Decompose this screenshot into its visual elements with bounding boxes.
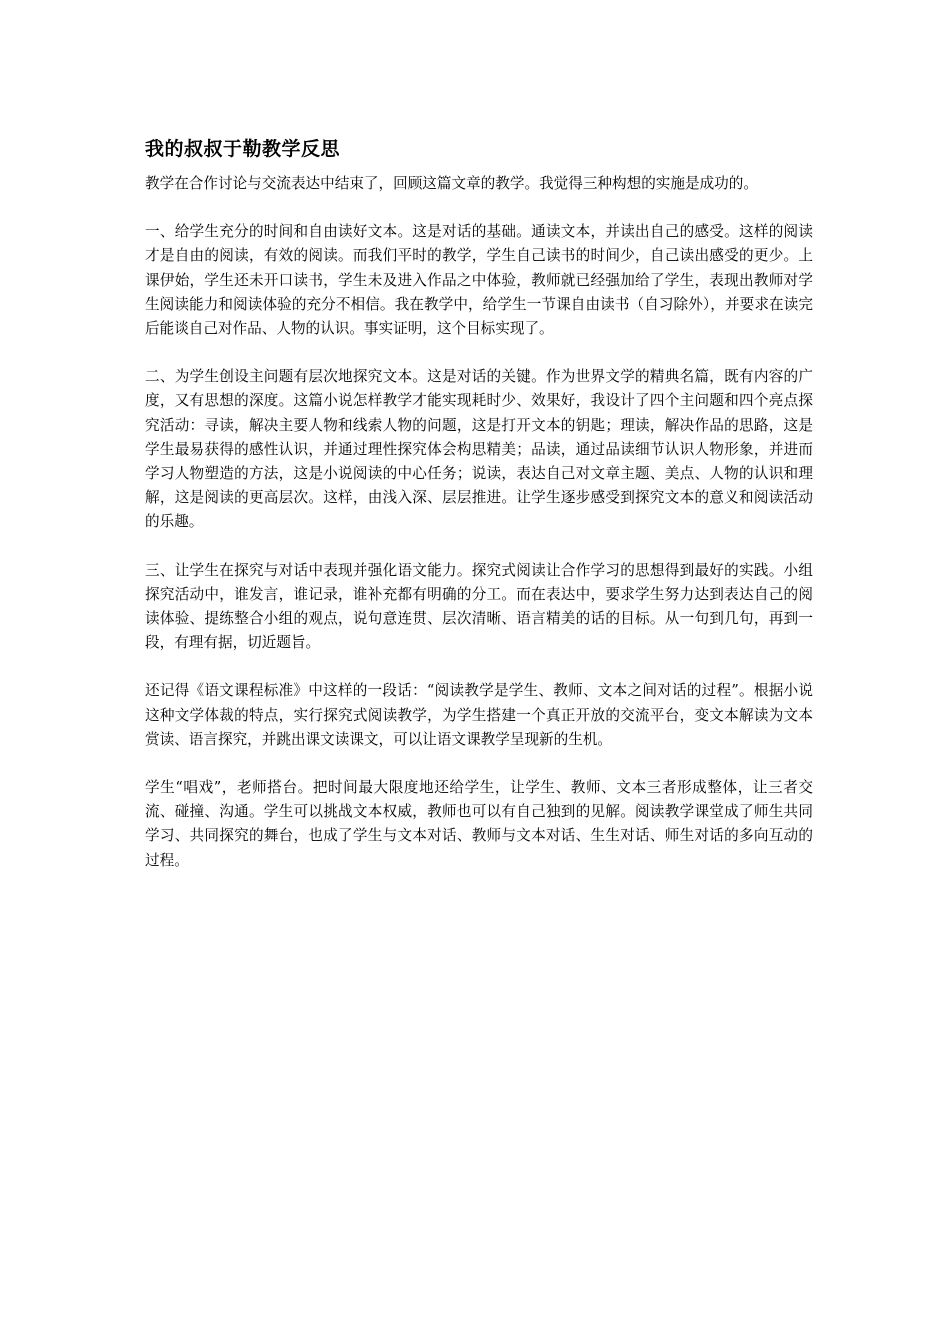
paragraph-point-two: 二、为学生创设主问题有层次地探究文本。这是对话的关键。作为世界文学的精典名篇，既有内容的广度，又有思想的深度。这篇小说怎样教学才能实现耗时少、效果好，我设计了四个主问题和四个亮点探究活动：寻读，解决主要人物和线索人物的问题，这是打开文本的钥匙；理读，解决作品的思路，这是学生最易获得的感性认识，并通过理性探究体会构思精美；品读，通过品读细节认识人物形象，并进而学习人物塑造的方法，这是小说阅读的中心任务；说读，表达自己对文章主题、美点、人物的认识和理解，这是阅读的更高层次。这样，由浅入深、层层推进。让学生逐步感受到探究文本的意义和阅读活动的乐趣。: [145, 368, 813, 531]
document-body: [145, 136, 813, 873]
paragraph-intro: 教学在合作讨论与交流表达中结束了，回顾这篇文章的教学。我觉得三种构想的实施是成功的。: [145, 175, 758, 192]
paragraph-point-three: 三、让学生在探究与对话中表现并强化语文能力。探究式阅读让合作学习的思想得到最好的实践。小组探究活动中，谁发言，谁记录，谁补充都有明确的分工。而在表达中，要求学生努力达到表达自己的阅读体验、提练整合小组的观点，说句意连贯、层次清晰、语言精美的话的目标。从一句到几句，再到一段，有理有据，切近题旨。: [145, 561, 813, 652]
paragraph-curriculum-quote: 还记得《语文课程标准》中这样的一段话：“阅读教学是学生、教师、文本之间对话的过程”。根据小说这种文学体裁的特点，实行探究式阅读教学，为学生搭建一个真正开放的交流平台，变文本解读为文本赏读、语言探究，并跳出课文读课文，可以让语文课教学呈现新的生机。: [145, 682, 813, 748]
page-title: 我的叔叔于勒教学反思: [145, 138, 341, 160]
paragraph-conclusion: 学生“唱戏”，老师搭台。把时间最大限度地还给学生，让学生、教师、文本三者形成整体，让三者交流、碰撞、沟通。学生可以挑战文本权威，教师也可以有自己独到的见解。阅读教学课堂成了师生共同学习、共同探究的舞台，也成了学生与文本对话、教师与文本对话、生生对话、师生对话的多向互动的过程。: [145, 779, 813, 869]
paragraph-point-one: 一、给学生充分的时间和自由读好文本。这是对话的基础。通读文本，并读出自己的感受。这样的阅读才是自由的阅读，有效的阅读。而我们平时的教学，学生自己读书的时间少，自己读出感受的更少。上课伊始，学生还未开口读书，学生未及进入作品之中体验，教师就已经强加给了学生，表现出教师对学生阅读能力和阅读体验的充分不相信。我在教学中，给学生一节课自由读书（自习除外），并要求在读完后能谈自己对作品、人物的认识。事实证明，这个目标实现了。: [145, 223, 813, 338]
